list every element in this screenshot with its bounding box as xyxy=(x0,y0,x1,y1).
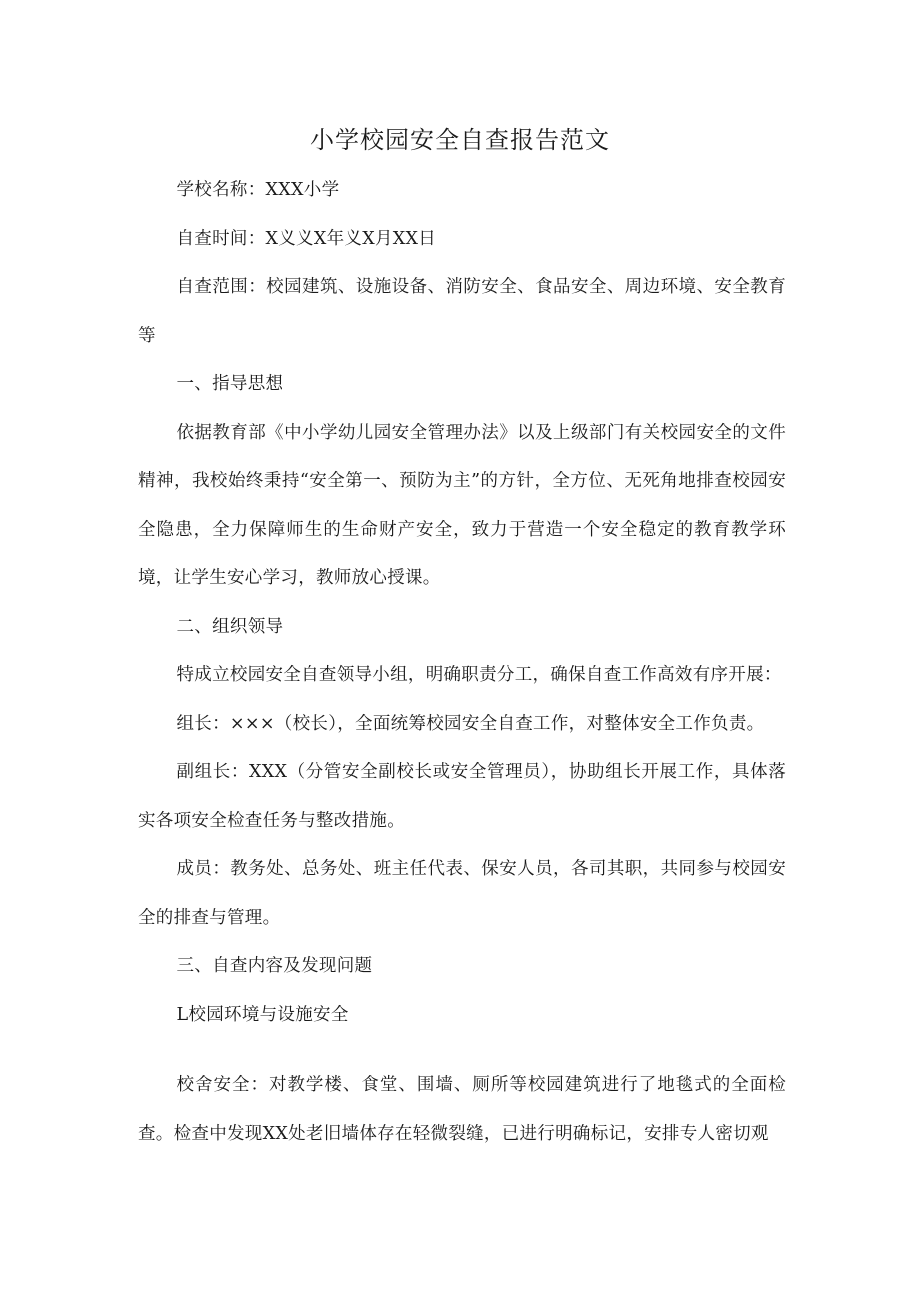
inspection-date-line: 自查时间：X义义X年义X月XX日 xyxy=(176,228,437,249)
document-title: 小学校园安全自查报告范文 xyxy=(310,126,610,154)
school-name-line: 学校名称：XXX小学 xyxy=(176,180,340,200)
subsection-heading-environment: L校园环境与设施安全 xyxy=(176,1004,349,1025)
section-heading-organization: 二、组织领导 xyxy=(176,616,284,637)
members-paragraph: 成员：教务处、总务处、班主任代表、保安人员，各司其职，共同参与校园安全的排查与管理。 xyxy=(138,859,786,928)
team-leader-paragraph: 组长：×××（校长），全面统筹校园安全自查工作，对整体安全工作负责。 xyxy=(176,713,765,734)
deputy-leader-paragraph: 副组长：XXX（分管安全副校长或安全管理员），协助组长开展工作，具体落实各项安全检查任务与整改措施。 xyxy=(138,762,786,831)
building-safety-paragraph: 校舍安全：对教学楼、食堂、围墙、厕所等校园建筑进行了地毯式的全面检查。检查中发现XX处老旧墙体存在轻微裂缝，已进行明确标记，安排专人密切观 xyxy=(138,1075,786,1144)
document-body xyxy=(138,166,786,1158)
organization-intro-paragraph: 特成立校园安全自查领导小组，明确职责分工，确保自查工作高效有序开展： xyxy=(176,665,782,685)
section-heading-inspection-content: 三、自查内容及发现问题 xyxy=(176,956,373,976)
section-heading-guiding-ideology: 一、指导思想 xyxy=(176,374,284,394)
inspection-scope-paragraph: 自查范围：校园建筑、设施设备、消防安全、食品安全、周边环境、安全教育等 xyxy=(138,277,786,346)
guiding-ideology-paragraph: 依据教育部《中小学幼儿园安全管理办法》以及上级部门有关校园安全的文件精神，我校始终秉持“安全第一、预防为主”的方针，全方位、无死角地排查校园安全隐患，全力保障师生的生命财产安全，致力于营造一个安全稳定的教育教学环境，让学生安心学习，教师放心授课。 xyxy=(138,422,786,588)
